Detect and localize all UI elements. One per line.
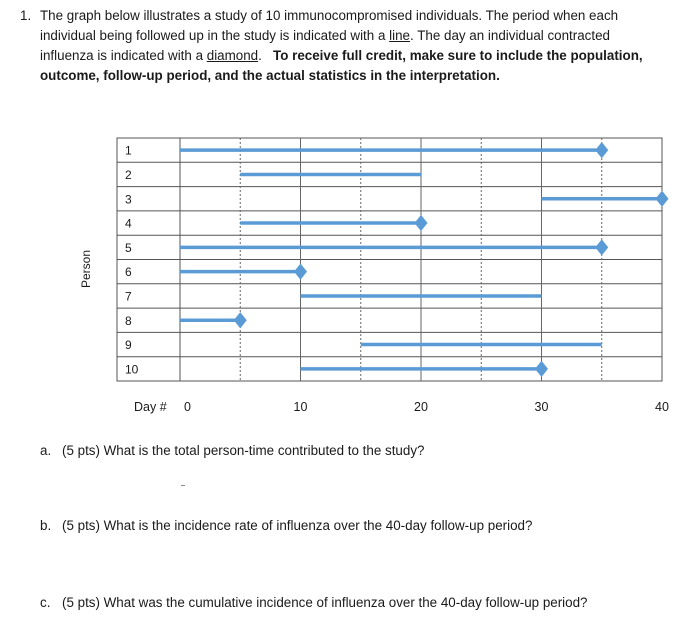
part-b (40, 518, 532, 533)
person-label-5: 5 (125, 240, 132, 255)
part-a-letter: a. (40, 443, 52, 458)
part-c (40, 595, 588, 610)
influenza-diamond-4 (415, 215, 428, 231)
part-b-text: (5 pts) What is the incidence rate of influenza over the 40-day follow-up period? (62, 518, 533, 533)
influenza-diamond-6 (294, 264, 307, 280)
stray-mark (181, 485, 185, 486)
diamond-term: diamond (206, 48, 259, 63)
x-tick-0: 0 (184, 400, 191, 414)
credit-instruction-1: To receive full credit, make sure to include the population, (273, 48, 643, 63)
influenza-diamond-8 (234, 312, 247, 328)
person-label-6: 6 (125, 265, 132, 280)
part-c-letter: c. (40, 595, 51, 610)
person-label-9: 9 (125, 338, 132, 353)
line-term: line (389, 28, 410, 43)
question-line-1: The graph below illustrates a study of 10 immunocompromised individuals. The period when each (40, 8, 619, 23)
y-axis-label: Person (79, 249, 93, 289)
x-tick-30: 30 (534, 400, 549, 414)
question-number: 1. (20, 8, 32, 23)
x-tick-40: 40 (655, 400, 669, 414)
part-a-text: (5 pts) What is the total person-time contributed to the study? (62, 443, 425, 458)
person-label-7: 7 (125, 289, 132, 304)
influenza-diamond-5 (595, 239, 608, 255)
person-label-10: 10 (125, 362, 139, 377)
credit-instruction-2: outcome, follow-up period, and the actual statistics in the interpretation. (40, 68, 500, 83)
influenza-diamond-10 (535, 361, 548, 377)
question-line-2-end: . The day an individual contracted (410, 28, 610, 43)
part-b-letter: b. (40, 518, 52, 533)
influenza-diamond-3 (656, 191, 669, 207)
part-a (40, 443, 424, 458)
question-line-2-start: individual being followed up in the study is indicated with a (40, 28, 386, 43)
person-label-8: 8 (125, 313, 132, 328)
x-tick-10: 10 (293, 400, 308, 414)
part-c-text: (5 pts) What was the cumulative incidence of influenza over the 40-day follow-up period? (62, 595, 588, 610)
x-tick-20: 20 (414, 400, 428, 414)
x-axis-prefix: Day # (134, 400, 167, 414)
question-line-3-end: . (258, 48, 262, 63)
person-label-3: 3 (125, 192, 132, 207)
person-label-4: 4 (125, 216, 132, 231)
question-line-3-start: influenza is indicated with a (40, 48, 204, 63)
person-label-2: 2 (125, 167, 132, 182)
person-label-1: 1 (125, 143, 132, 158)
influenza-diamond-1 (595, 142, 608, 158)
